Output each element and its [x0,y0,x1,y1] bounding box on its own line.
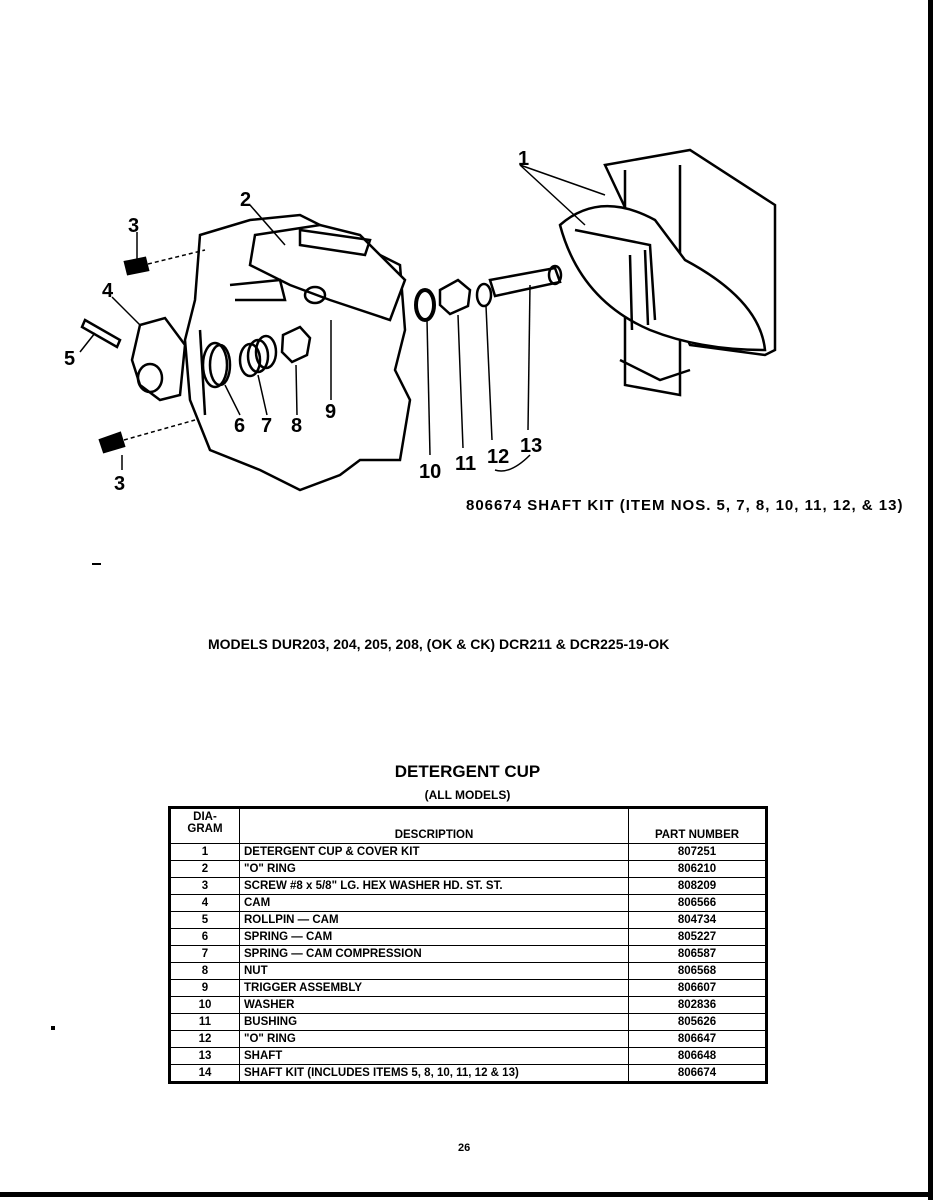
table-row [170,844,767,861]
header-part-number: PART NUMBER [629,808,767,844]
speck [92,563,101,565]
cell-description: WASHER [240,997,629,1014]
cell-part-number: 806210 [629,861,767,878]
callout-3-top: 3 [128,215,140,237]
callout-13: 13 [520,435,543,457]
cell-part-number: 805626 [629,1014,767,1031]
cell-description: BUSHING [240,1014,629,1031]
cell-description: SHAFT [240,1048,629,1065]
cell-diagram: 5 [170,912,240,929]
o-ring-12 [477,284,491,306]
callout-4: 4 [102,280,114,302]
header-diagram: DIA- GRAM [170,808,240,844]
cell-part-number: 806648 [629,1048,767,1065]
screw-3-bottom [100,433,124,452]
cell-diagram: 12 [170,1031,240,1048]
models-line: MODELS DUR203, 204, 205, 208, (OK & CK) DCR211 & DCR225-19-OK [208,636,670,652]
cell-part-number: 804734 [629,912,767,929]
table-row [170,997,767,1014]
table-row [170,1014,767,1031]
cell-part-number: 806647 [629,1031,767,1048]
cell-part-number: 806607 [629,980,767,997]
cell-diagram: 13 [170,1048,240,1065]
table-row [170,946,767,963]
cell-part-number: 807251 [629,844,767,861]
cell-part-number: 806566 [629,895,767,912]
page-border-bottom [0,1192,933,1197]
cell-diagram: 3 [170,878,240,895]
table-row [170,929,767,946]
table-row [170,861,767,878]
callout-8: 8 [291,415,303,437]
cell-part-number: 806674 [629,1065,767,1083]
header-description: DESCRIPTION [240,808,629,844]
cell-description: NUT [240,963,629,980]
cell-description: SPRING — CAM [240,929,629,946]
cell-description: SCREW #8 x 5/8" LG. HEX WASHER HD. ST. ST. [240,878,629,895]
table-row [170,912,767,929]
callout-6: 6 [234,415,246,437]
callout-5: 5 [64,348,76,370]
cell-diagram: 9 [170,980,240,997]
bushing-11 [440,280,470,314]
cell-description: CAM [240,895,629,912]
cell-part-number: 806568 [629,963,767,980]
washer-10 [416,290,434,320]
cell-description: "O" RING [240,861,629,878]
table-title: DETERGENT CUP [394,762,541,781]
table-subtitle: (ALL MODELS) [424,788,511,802]
cell-diagram: 8 [170,963,240,980]
cell-description: TRIGGER ASSEMBLY [240,980,629,997]
cell-part-number: 805227 [629,929,767,946]
callout-2: 2 [240,189,252,211]
cell-diagram: 2 [170,861,240,878]
cell-description: SPRING — CAM COMPRESSION [240,946,629,963]
table-row [170,878,767,895]
cell-part-number: 808209 [629,878,767,895]
cell-diagram: 14 [170,1065,240,1083]
callout-1: 1 [518,148,530,170]
table-header-row [170,808,767,844]
nut-8 [282,327,310,362]
callout-7: 7 [261,415,273,437]
cell-diagram: 10 [170,997,240,1014]
cell-part-number: 806587 [629,946,767,963]
page-number: 26 [458,1142,471,1154]
cell-description: ROLLPIN — CAM [240,912,629,929]
speck [51,1026,55,1030]
cell-description: DETERGENT CUP & COVER KIT [240,844,629,861]
table-row [170,1031,767,1048]
callout-12: 12 [487,446,510,468]
cell-diagram: 7 [170,946,240,963]
table-row [170,895,767,912]
cell-diagram: 4 [170,895,240,912]
table-row [170,1048,767,1065]
callout-10: 10 [419,461,442,483]
cell-diagram: 6 [170,929,240,946]
cell-diagram: 1 [170,844,240,861]
cell-description: "O" RING [240,1031,629,1048]
parts-table [168,806,768,1084]
cell-diagram: 11 [170,1014,240,1031]
exploded-parts-diagram [0,0,945,560]
callout-11: 11 [455,453,477,475]
shaft-kit-label: 806674 SHAFT KIT (ITEM NOS. 5, 7, 8, 10, 11, 12, & 13) [466,497,904,514]
cell-description: SHAFT KIT (INCLUDES ITEMS 5, 8, 10, 11, 12 & 13) [240,1065,629,1083]
table-row [170,1065,767,1083]
callout-3-bottom: 3 [114,473,126,495]
cell-part-number: 802836 [629,997,767,1014]
table-row [170,980,767,997]
callout-9: 9 [325,401,337,423]
table-row [170,963,767,980]
